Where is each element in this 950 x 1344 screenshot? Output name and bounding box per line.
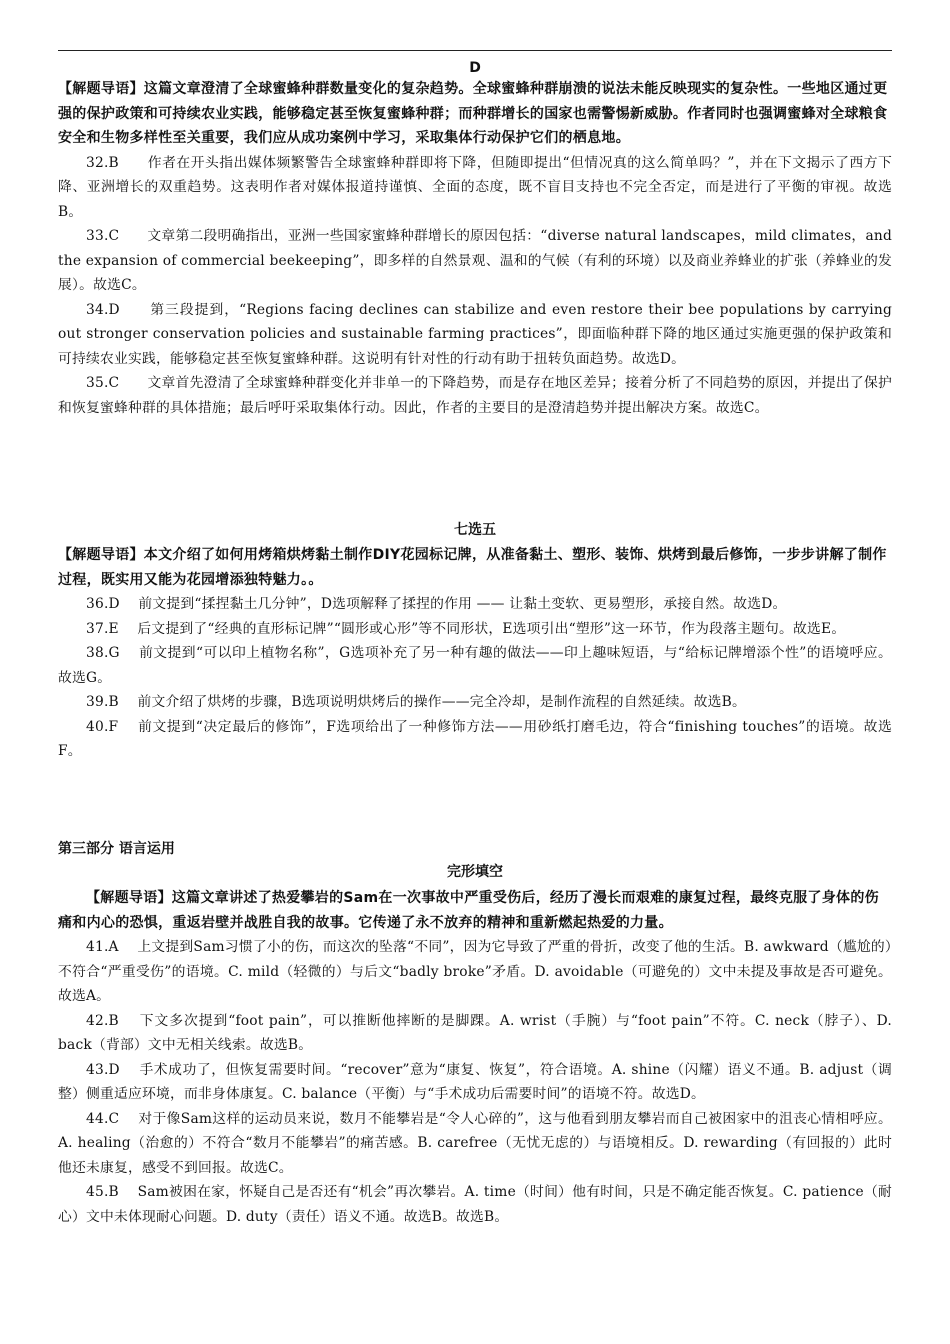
answer-34: 34.D 第三段提到，“Regions facing declines can stabilize and even restore their bee populations by carrying out stronger conservation policies and sustainable farming practices”，即面临种群下降的地区通过实施更强的保护政策和可持续农业实践，能够稳定甚至恢复蜜蜂种群。这说明有针对性的行动有助于扭转负面趋势。故选D。 — [58, 301, 892, 367]
answer-35: 35.C 文章首先澄清了全球蜜蜂种群变化并非单一的下降趋势，而是存在地区差异；接着分析了不同趋势的原因，并提出了保护和恢复蜜蜂种群的具体措施；最后呼吁采取集体行动。因此，作者的主要目的是澄清趋势并提出解决方案。故选C。 — [58, 375, 892, 416]
answer-42: 42.B 下文多次提到“foot pain”，可以推断他摔断的是脚踝。A. wrist（手腕）与“foot pain”不符。C. neck（脖子）、D. back（背部）文中无相关线索。故选B。 — [58, 1012, 892, 1053]
answer-37: 37.E 后文提到了“经典的直形标记牌”“圆形或心形”等不同形状，E选项引出“塑形”这一环节，作为段落主题句。故选E。 — [86, 620, 846, 637]
answer-44: 44.C 对于像Sam这样的运动员来说，数月不能攀岩是“令人心碎的”，这与他看到朋友攀岩而自己被困家中的沮丧心情相呼应。A. healing（治愈的）不符合“数月不能攀岩”的痛苦感。B. carefree（无忧无虑的）与语境相反。D. rewarding（有回报的）此时他还未康复，感受不到回报。故选C。 — [58, 1110, 892, 1176]
answer-36: 36.D 前文提到“揉捏黏土几分钟”，D选项解释了揉捏的作用 —— 让黏土变软、更易塑形，承接自然。故选D。 — [86, 596, 787, 612]
section-seven-guide: 【解题导语】本文介绍了如何用烤箱烘烤黏土制作DIY花园标记牌，从准备黏土、塑形、装饰、烘烤到最后修饰，一步步讲解了制作过程，既实用又能为花园增添独特魅力。。 — [58, 547, 887, 588]
part-three-heading: 第三部分 语言运用 — [58, 841, 175, 857]
answer-39: 39.B 前文介绍了烘烤的步骤，B选项说明烘烤后的操作——完全冷却，是制作流程的自然延续。故选B。 — [86, 694, 747, 710]
answer-33: 33.C 文章第二段明确指出，亚洲一些国家蜜蜂种群增长的原因包括：“diverse natural landscapes，mild climates，and the expansion of commercial beekeeping”，即多样的自然景观、温和的气候（有利的环境）以及商业养蜂业的扩张（养蜂业的发展）。故选C。 — [58, 228, 892, 293]
section-seven — [58, 543, 892, 764]
section-d — [58, 77, 892, 420]
part-three-title: 完形填空 — [447, 864, 503, 880]
section-d-guide: 【解题导语】这篇文章澄清了全球蜜蜂种群数量变化的复杂趋势。全球蜜蜂种群崩溃的说法未能反映现实的复杂性。一些地区通过更强的保护政策和可持续农业实践，能够稳定甚至恢复蜜蜂种群；而种群增长的国家也需警惕新威胁。作者同时也强调蜜蜂对全球粮食安全和生物多样性至关重要，我们应从成功案例中学习，采取集体行动保护它们的栖息地。 — [58, 81, 888, 146]
answer-41: 41.A 上文提到Sam习惯了小的伤，而这次的坠落“不同”，因为它导致了严重的骨折，改变了他的生活。B. awkward（尴尬的）不符合“严重受伤”的语境。C. mild（轻微的）与后文“badly broke”矛盾。D. avoidable（可避免的）文中未提及事故是否可避免。故选A。 — [58, 939, 892, 1004]
answer-43: 43.D 手术成功了，但恢复需要时间。“recover”意为“康复、恢复”，符合语境。A. shine（闪耀）语义不通。B. adjust（调整）侧重适应环境，而非身体康复。C. balance（平衡）与“手术成功后需要时间”的语境不符。故选D。 — [58, 1061, 892, 1102]
section-seven-title: 七选五 — [454, 522, 496, 538]
section-d-title: D — [469, 60, 481, 76]
part-three — [58, 886, 892, 1229]
answer-32: 32.B 作者在开头指出媒体频繁警告全球蜜蜂种群即将下降，但随即提出“但情况真的这么简单吗？”，并在下文揭示了西方下降、亚洲增长的双重趋势。这表明作者对媒体报道持谨慎、全面的态度，既不盲目支持也不完全否定，而是进行了平衡的审视。故选B。 — [58, 154, 892, 220]
answer-40: 40.F 前文提到“决定最后的修饰”，F选项给出了一种修饰方法——用砂纸打磨毛边，符合“finishing touches”的语境。故选F。 — [58, 718, 892, 759]
top-rule — [58, 50, 892, 51]
answer-38: 38.G 前文提到“可以印上植物名称”，G选项补充了另一种有趣的做法——印上趣味短语，与“给标记牌增添个性”的语境呼应。故选G。 — [58, 645, 892, 686]
part-three-guide: 【解题导语】这篇文章讲述了热爱攀岩的Sam在一次事故中严重受伤后，经历了漫长而艰难的康复过程，最终克服了身体的伤痛和内心的恐惧，重返岩壁并战胜自我的故事。它传递了永不放弃的精神和重新燃起热爱的力量。 — [58, 890, 879, 931]
answer-45: 45.B Sam被困在家，怀疑自己是否还有“机会”再次攀岩。A. time（时间）他有时间，只是不确定能否恢复。C. patience（耐心）文中未体现耐心问题。D. duty（责任）语义不通。故选B。故选B。 — [58, 1184, 892, 1225]
